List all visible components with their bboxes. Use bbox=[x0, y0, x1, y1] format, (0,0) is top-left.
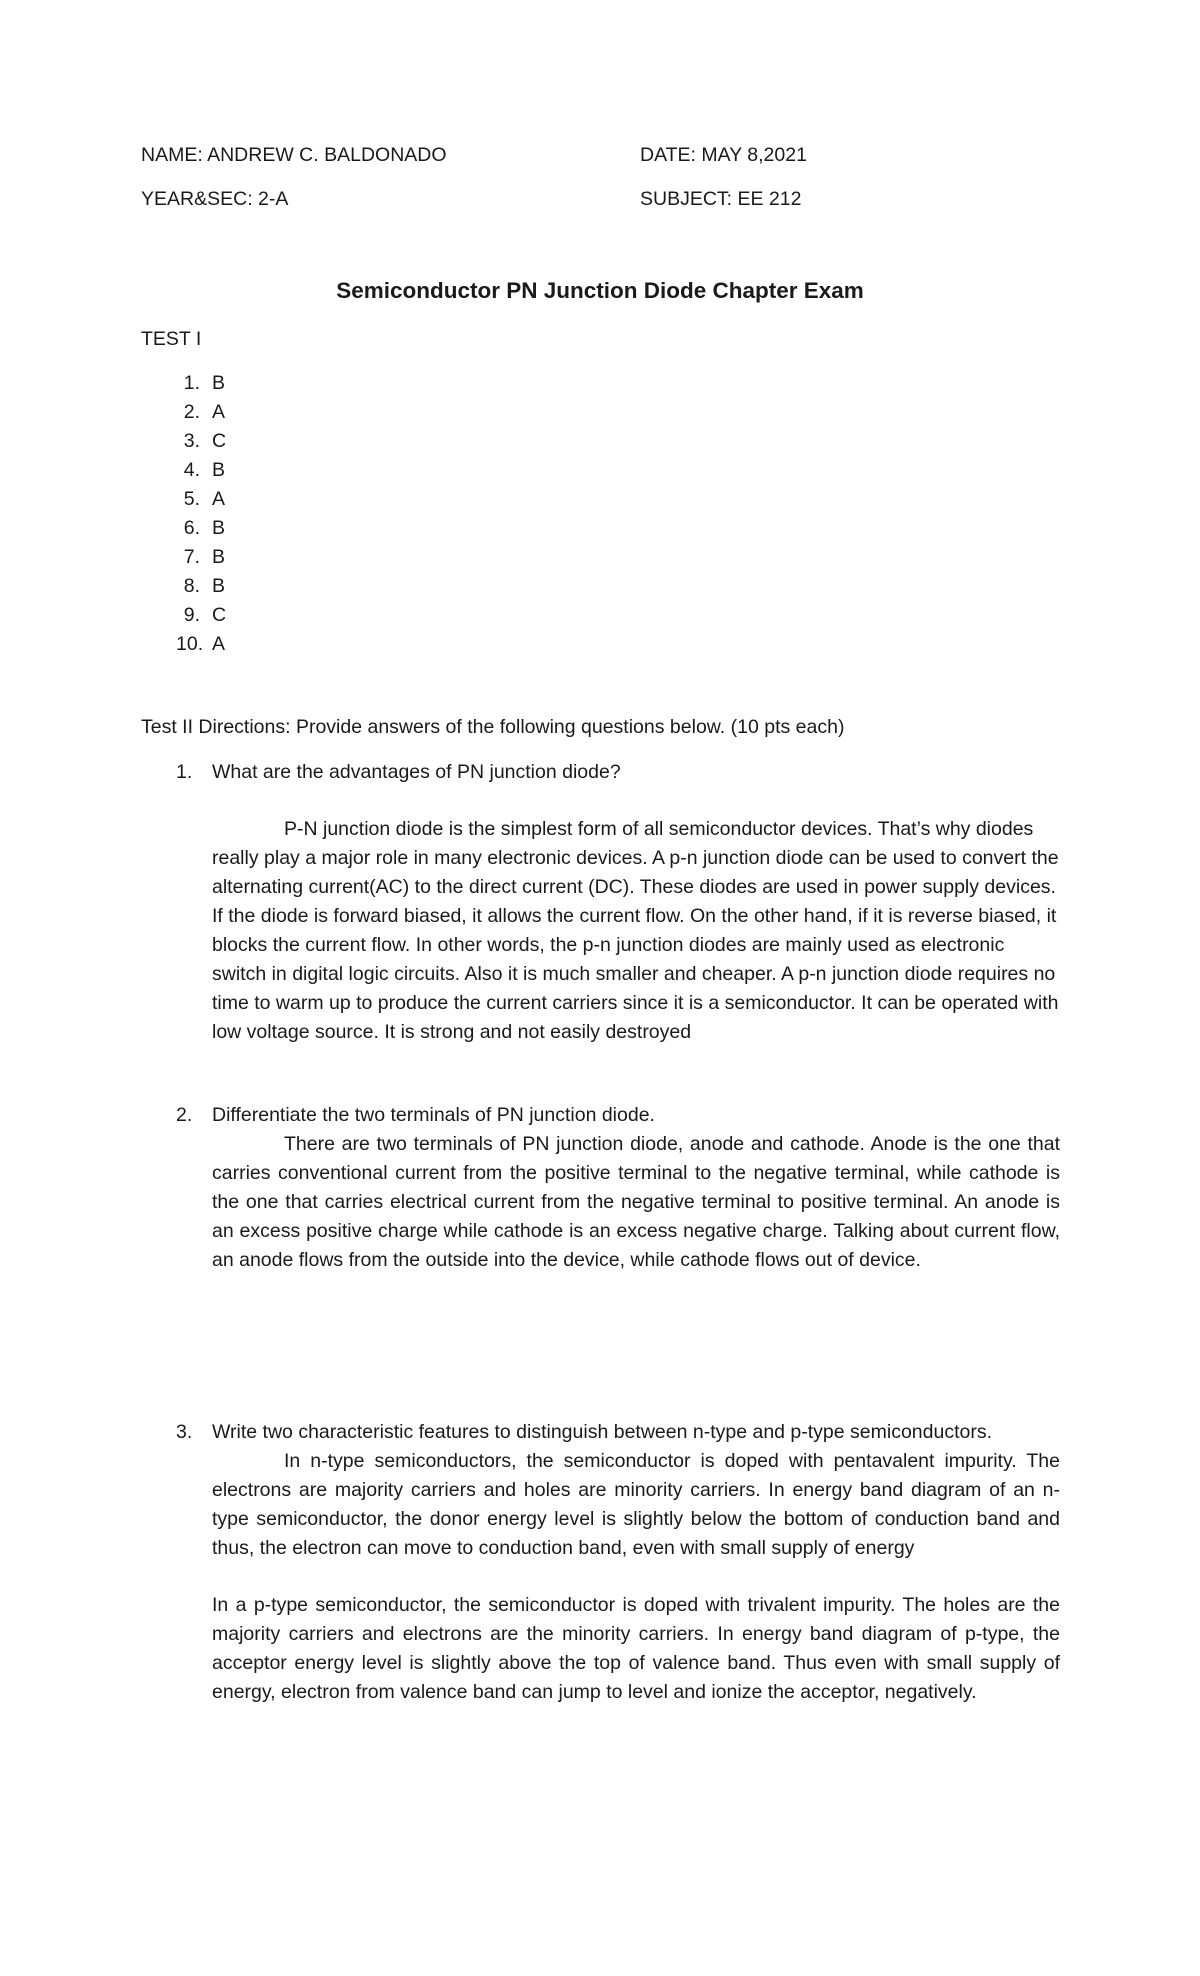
test1-answer-list bbox=[176, 369, 376, 659]
list-item bbox=[176, 456, 376, 485]
test1-heading: TEST I bbox=[141, 328, 202, 350]
item-number: 6. bbox=[183, 517, 200, 539]
question-number: 3. bbox=[176, 1421, 193, 1443]
test2-directions: Test II Directions: Provide answers of the following questions below. (10 pts each) bbox=[141, 716, 845, 738]
item-answer: B bbox=[212, 459, 226, 481]
answer-3a bbox=[212, 1447, 1060, 1563]
exam-date: DATE: MAY 8,2021 bbox=[640, 144, 807, 166]
question-number: 1. bbox=[176, 761, 193, 783]
item-number: 4. bbox=[183, 459, 200, 481]
list-item bbox=[176, 427, 376, 456]
item-answer: A bbox=[212, 633, 226, 655]
item-number: 3. bbox=[183, 430, 200, 452]
list-item bbox=[176, 630, 376, 659]
item-answer: B bbox=[212, 575, 226, 597]
item-answer: C bbox=[212, 430, 227, 452]
year-section: YEAR&SEC: 2-A bbox=[141, 188, 289, 210]
page-title: Semiconductor PN Junction Diode Chapter Exam bbox=[336, 278, 864, 303]
question-number: 2. bbox=[176, 1104, 193, 1126]
student-name: NAME: ANDREW C. BALDONADO bbox=[141, 144, 447, 166]
subject: SUBJECT: EE 212 bbox=[640, 188, 802, 210]
item-number: 8. bbox=[183, 575, 200, 597]
answer-paragraph: P-N junction diode is the simplest form of all semiconductor devices. That’s why diodes really play a major role in many electronic devices. A p-n junction diode can be used to convert the alternating current(AC) to the direct current (DC). These diodes are used in power supply devices. If the diode is forward biased, it allows the current flow. On the other hand, if it is reverse biased, it blocks the current flow. In other words, the p-n junction diodes are mainly used as electronic switch in digital logic circuits. Also it is much smaller and cheaper. A p-n junction diode requires no time to warm up to produce the current carriers since it is a semiconductor. It can be operated with low voltage source. It is strong and not easily destroyed bbox=[212, 818, 1059, 1043]
answer-paragraph: There are two terminals of PN junction diode, anode and cathode. Anode is the one that carries conventional current from the positive terminal to the negative terminal, while cathode is the one that carries electrical current from the negative terminal to positive terminal. An anode is an excess positive charge while cathode is an excess negative charge. Talking about current flow, an anode flows from the outside into the device, while cathode flows out of device. bbox=[212, 1133, 1060, 1271]
item-answer: B bbox=[212, 372, 226, 394]
item-answer: B bbox=[212, 517, 226, 539]
list-item bbox=[176, 543, 376, 572]
item-number: 2. bbox=[183, 401, 200, 423]
item-answer: A bbox=[212, 488, 226, 510]
answer-paragraph: In a p-type semiconductor, the semiconductor is doped with trivalent impurity. The holes are the majority carriers and electrons are the minority carriers. In energy band diagram of p-type, the acceptor energy level is slightly above the top of valence band. Thus even with small supply of energy, electron from valence band can jump to level and ionize the acceptor, negatively. bbox=[212, 1594, 1060, 1703]
list-item bbox=[176, 398, 376, 427]
item-answer: B bbox=[212, 546, 226, 568]
answer-2 bbox=[212, 1130, 1060, 1275]
question-text: Write two characteristic features to distinguish between n-type and p-type semiconductors. bbox=[212, 1421, 993, 1443]
item-number: 10. bbox=[176, 633, 204, 655]
item-number: 9. bbox=[183, 604, 200, 626]
item-answer: A bbox=[212, 401, 226, 423]
answer-1 bbox=[212, 815, 1060, 1047]
item-answer: C bbox=[212, 604, 227, 626]
list-item bbox=[176, 485, 376, 514]
question-text: Differentiate the two terminals of PN junction diode. bbox=[212, 1104, 655, 1126]
answer-paragraph: In n-type semiconductors, the semiconductor is doped with pentavalent impurity. The electrons are majority carriers and holes are minority carriers. In energy band diagram of an n-type semiconductor, the donor energy level is slightly below the bottom of conduction band and thus, the electron can move to conduction band, even with small supply of energy bbox=[212, 1450, 1060, 1559]
list-item bbox=[176, 601, 376, 630]
list-item bbox=[176, 369, 376, 398]
answer-3b bbox=[212, 1591, 1060, 1707]
list-item bbox=[176, 572, 376, 601]
list-item bbox=[176, 514, 376, 543]
item-number: 5. bbox=[183, 488, 200, 510]
item-number: 1. bbox=[183, 372, 200, 394]
item-number: 7. bbox=[183, 546, 200, 568]
question-text: What are the advantages of PN junction diode? bbox=[212, 761, 621, 783]
